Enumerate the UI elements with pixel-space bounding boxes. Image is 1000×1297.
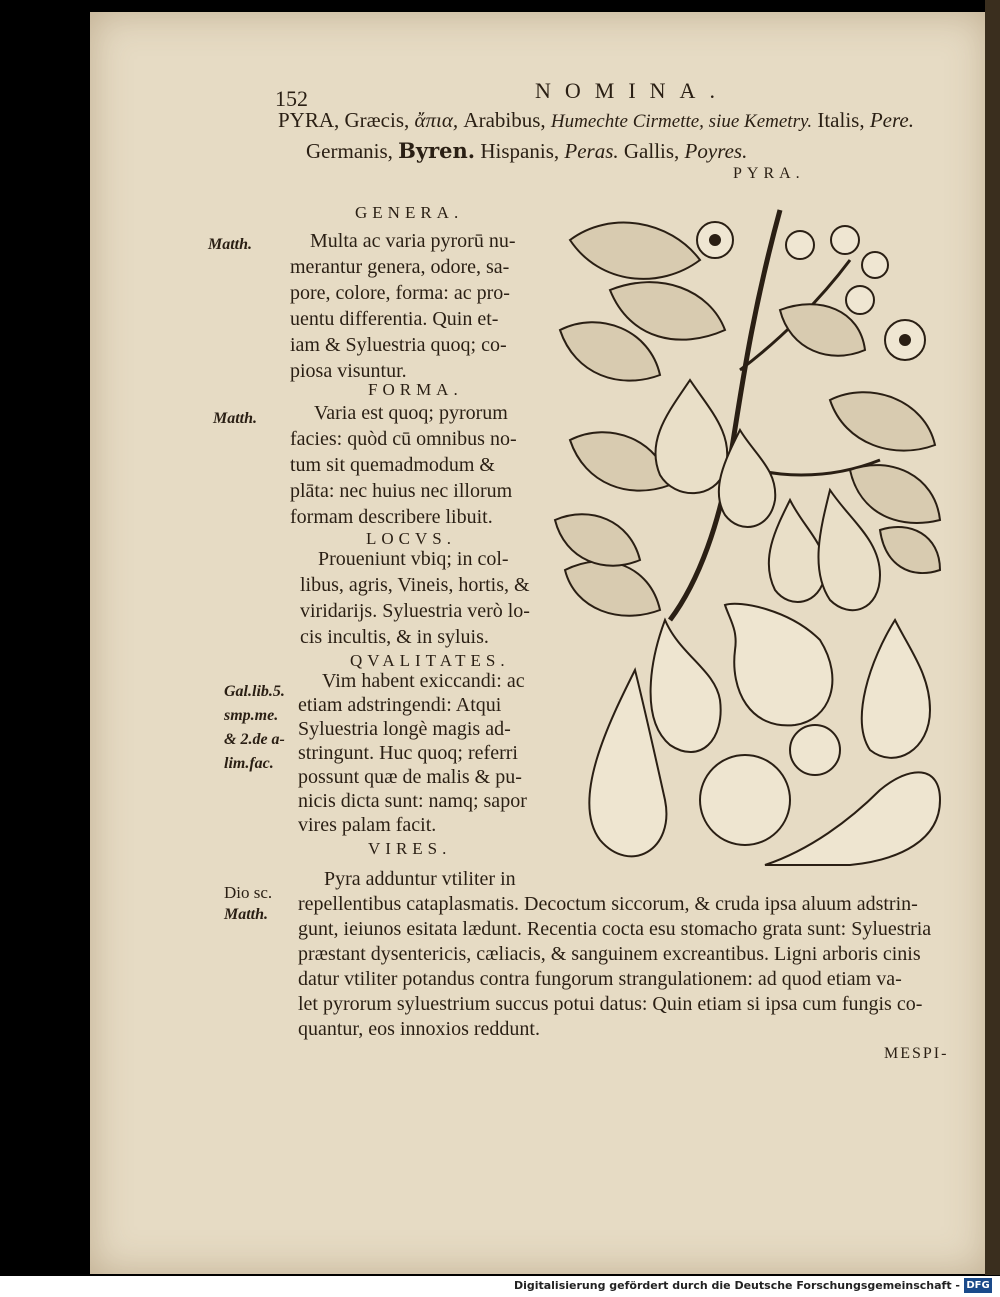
text-line: possunt quæ de malis & pu- xyxy=(298,766,522,788)
text-line: præstant dysentericis, cæliacis, & sanguinem excreantibus. Ligni arboris cinis xyxy=(298,943,921,965)
spanish-name: Peras. xyxy=(564,139,619,163)
dfg-logo: DFG xyxy=(964,1278,992,1293)
leaves xyxy=(555,223,940,616)
text-line: pore, colore, forma: ac pro- xyxy=(290,282,510,304)
text-line: nicis dicta sunt: namq; sapor xyxy=(298,790,527,812)
text-line: quantur, eos innoxios reddunt. xyxy=(298,1018,540,1040)
text-line: libus, agris, Vineis, hortis, & xyxy=(300,574,530,596)
text-line: plāta: nec huius nec illorum xyxy=(290,480,513,502)
text-line: vires palam facit. xyxy=(298,814,437,836)
text-line: piosa visuntur. xyxy=(290,360,407,382)
margin-note: Matth. xyxy=(213,410,258,427)
text-line: etiam adstringendi: Atqui xyxy=(298,694,502,716)
heading-forma: FORMA. xyxy=(368,380,463,399)
heading-genera: GENERA. xyxy=(355,203,464,222)
nomina-line-1 xyxy=(278,108,914,133)
heading-qualitates: QVALITATES. xyxy=(350,651,510,670)
text-line: let pyrorum syluestrium succus potui datus: Quin etiam si ipsa cum fungis co- xyxy=(298,993,923,1015)
nomina-text: Gallis, xyxy=(618,139,685,163)
catchword: MESPI- xyxy=(884,1045,949,1062)
text-line: Multa ac varia pyrorū nu- xyxy=(310,230,516,252)
text-line: formam describere libuit. xyxy=(290,506,493,528)
pear-branch-woodcut xyxy=(550,200,945,875)
page-number: 152 xyxy=(275,86,308,111)
nomina-text: Germanis, xyxy=(306,139,399,163)
text-line: tum sit quemadmodum & xyxy=(290,454,495,476)
text-line: Vim habent exiccandi: ac xyxy=(322,670,525,692)
text-line: Varia est quoq; pyrorum xyxy=(314,402,508,424)
margin-note: Matth. xyxy=(224,906,269,923)
nomina-text: PYRA, Græcis, xyxy=(278,108,415,132)
margin-note: Dio sc. xyxy=(224,883,273,902)
text-line: datur vtiliter potandus contra fungorum strangulationem: ad quod etiam va- xyxy=(298,968,902,990)
margin-note: lim.fac. xyxy=(224,755,274,772)
digitization-footer xyxy=(0,1276,1000,1297)
text-line: facies: quòd cū omnibus no- xyxy=(290,428,517,450)
text-line: iam & Syluestria quoq; co- xyxy=(290,334,507,356)
arabic-name: Humechte Cirmette, siue Kemetry. xyxy=(550,111,813,132)
french-name: Poyres. xyxy=(684,139,748,163)
text-line: repellentibus cataplasmatis. Decoctum siccorum, & cruda ipsa aluum adstrin- xyxy=(298,893,918,915)
running-head: NOMINA. xyxy=(535,78,729,103)
text-line: gunt, ieiunos esitata lædunt. Recentia cocta esu stomacho grata sunt: Syluestria xyxy=(298,918,932,940)
margin-note: & 2.de a- xyxy=(224,731,285,748)
text-line: merantur genera, odore, sa- xyxy=(290,256,510,278)
text-line: stringunt. Huc quoq; referri xyxy=(298,742,518,764)
margin-note: smp.me. xyxy=(224,707,279,724)
nomina-text: Arabibus, xyxy=(458,108,551,132)
footer-text: Digitalisierung gefördert durch die Deutsche Forschungsgemeinschaft - xyxy=(513,1279,960,1292)
text-line: viridarijs. Syluestria verò lo- xyxy=(300,600,530,622)
nomina-line-2 xyxy=(306,138,747,164)
german-name: Byren. xyxy=(398,138,476,163)
italian-name: Pere. xyxy=(869,108,914,132)
margin-note: Gal.lib.5. xyxy=(224,683,285,700)
greek-name: ἄπια, xyxy=(414,108,459,132)
nomina-text: Hispanis, xyxy=(475,139,565,163)
nomina-text: Italis, xyxy=(812,108,870,132)
text-line: Syluestria longè magis ad- xyxy=(298,718,511,740)
heading-vires: VIRES. xyxy=(368,839,452,858)
book-edge xyxy=(985,0,1000,1275)
text-line: uentu differentia. Quin et- xyxy=(290,308,499,330)
loose-pears xyxy=(589,604,940,865)
text-line: Pyra adduntur vtiliter in xyxy=(324,868,516,890)
heading-locus: LOCVS. xyxy=(366,529,456,548)
text-line: Proueniunt vbiq; in col- xyxy=(318,548,509,570)
text-line: cis incultis, & in syluis. xyxy=(300,626,489,648)
margin-note: Matth. xyxy=(208,236,253,253)
figure-label: PYRA. xyxy=(733,165,805,182)
